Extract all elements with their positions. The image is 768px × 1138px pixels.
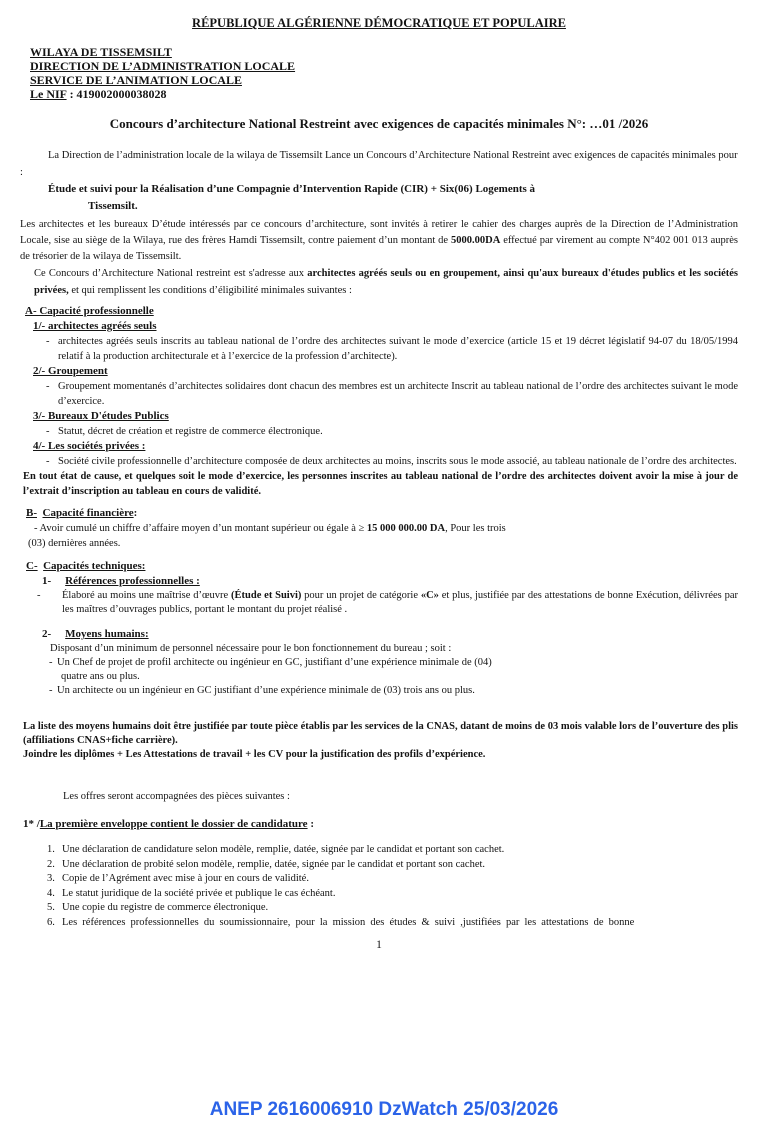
section-a2-heading: 2/- Groupement [33,365,108,377]
section-b-heading: B- Capacité financière: [26,507,138,519]
adresse-text: Ce Concours d’Architecture National restreint est s'adresse aux [34,268,308,279]
dash-marker: - [46,456,50,467]
section-a1-text: architectes agréés seuls inscrits au tableau national de l’ordre des architectes suivant le mode d’exercice (article 15 et 19 décret législatif 94-07 du 18/05/1994 relatif à la production architecturale et à l’exercice de la profession d’architecte). [58,336,738,362]
references-heading: 1- Références professionnelles : [42,575,200,587]
envelope1-list [47,843,738,930]
cnas-note [23,720,738,762]
section-c-heading: C- Capacités techniques: [26,560,146,572]
adresse-bold: architectes agréés seuls ou en groupement, ainsi qu'aux bureaux d'études publics et les sociétés privées, [34,268,738,296]
project-line2: Tissemsilt. [88,200,138,212]
retrait-paragraph [20,217,738,265]
references-text: Élaboré au moins une maîtrise d’œuvre (Étude et Suivi) pour un projet de catégorie «C» et plus, justifiée par des attestations de bonne Exécution, délivrées par les maîtres d’ouvrages publics, portant le montant du projet réalisé . [62,590,738,615]
section-a1-heading: 1/- architectes agréés seuls [33,320,157,332]
list-item: 2. Une déclaration de probité selon modèle, remplie, datée, signée par le candidat et portant son cachet. [47,858,486,870]
section-a2-text: Groupement momentanés d’architectes solidaires dont chacun des membres est un architecte Inscrit au tableau national de l’ordre des architectes suivant le mode d’exercice. [58,381,738,407]
project-title [20,181,738,215]
cnas-note-line1: La liste des moyens humains doit être justifiée par toute pièce établis par les services de la CNAS, datant de moins de 03 mois valable lors de l’ouverture des plis (affiliations CNAS+fiche carrière). [23,721,738,746]
dash-marker: - [46,381,50,392]
section-a3-heading: 3/- Bureaux D'études Publics [33,410,169,422]
agency-wilaya: WILAYA DE TISSEMSILT [30,45,172,59]
nif-label: Le NIF [30,87,67,101]
moyens-item-1 [47,656,738,684]
retrait-text: Les architectes et les bureaux D’étude intéressés par ce concours d’architecture, sont invités à retirer le cahier des charges auprès de la Direction de l’Administration Locale, sise au siège de la Wilaya, rue des frères Hamdi Tissemsilt, contre paiement d’un montant de [20,219,738,246]
document-title: Concours d’architecture National Restreint avec exigences de capacités minimales N°: …01 /2026 [109,116,649,131]
retrait-text-2: effectué par virement au compte N°402 001 013 auprès de trésorier de la wilaya de Tissemsilt. [20,235,739,262]
moyens-heading: 2- Moyens humains: [42,628,149,640]
dash-marker: - [37,590,41,601]
adresse-text-2: et qui remplissent les conditions d’éligibilité minimales suivantes : [68,284,352,296]
agency-block [30,45,738,101]
section-a4-item [44,454,738,469]
cnas-note-line2: Joindre les diplômes + Les Attestations de travail + les CV pour la justification des profils d’expérience. [23,749,486,760]
dash-marker: - [49,685,53,696]
agency-service: SERVICE DE L’ANIMATION LOCALE [30,73,242,87]
republic-header: RÉPUBLIQUE ALGÉRIENNE DÉMOCRATIQUE ET POPULAIRE [192,16,566,30]
moyens-item-1-text: Un Chef de projet de profil architecte ou ingénieur en GC, justifiant d’une expérience minimale de (04) quatre ans ou plus. [57,657,492,682]
envelope1-heading: 1* /La première enveloppe contient le dossier de candidature : [23,818,314,830]
section-a-heading: A- Capacité professionnelle [25,305,154,317]
section-a3-item [44,424,738,439]
section-a4-text: Société civile professionnelle d’architecture composée de deux architectes au moins, inscrits sous le mode associé, au tableau nationale de l’ordre des architectes. [58,456,737,467]
adresse-paragraph [20,266,738,299]
section-b-line1: - Avoir cumulé un chiffre d’affaire moyen d’un montant supérieur ou égale à ≥ 15 000 000.00 DA, Pour les trois [34,523,506,534]
list-item: 4. Le statut juridique de la société privée et publique le cas échéant. [47,887,336,899]
retrait-amount: 5000.00DA [451,235,501,246]
section-a1-item [44,334,738,364]
dash-marker: - [46,426,50,437]
moyens-intro: Disposant d’un minimum de personnel nécessaire pour le bon fonctionnement du bureau ; soit : [50,643,452,654]
anep-footer: ANEP 2616006910 DzWatch 25/03/2026 [209,1099,559,1120]
references-item [35,589,738,617]
section-a4-heading: 4/- Les sociétés privées : [33,440,146,452]
list-item: 3. Copie de l’Agrément avec mise à jour en cours de validité. [47,873,309,884]
section-a3-text: Statut, décret de création et registre de commerce électronique. [58,426,323,437]
section-b-line2: (03) dernières années. [28,538,121,549]
financial-amount: 15 000 000.00 DA [366,523,446,534]
list-item: 1. Une déclaration de candidature selon modèle, remplie, datée, signée par le candidat et portant son cachet. [47,844,505,855]
section-a2-item [44,379,738,409]
dash-marker: - [49,657,53,668]
project-line1: Étude et suivi pour la Réalisation d’une Compagnie d’Intervention Rapide (CIR) + Six(06) Logements à [48,183,536,195]
list-item: 6. Les références professionnelles du soumissionnaire, pour la mission des études & suivi ,justifiées par les attestations de bonne [47,916,635,928]
page-number: 1 [376,938,382,951]
agency-direction: DIRECTION DE L’ADMINISTRATION LOCALE [30,59,296,73]
dash-marker: - [46,336,50,347]
intro-paragraph: La Direction de l’administration locale de la wilaya de Tissemsilt Lance un Concours d’Architecture National Restreint avec exigences de capacités minimales pour : [20,150,738,178]
moyens-item-2-text: Un architecte ou un ingénieur en GC justifiant d’une expérience minimale de (03) trois ans ou plus. [57,685,475,696]
section-a-note: En tout état de cause, et quelques soit le mode d’exercice, les personnes inscrites au tableau national de l’ordre des architectes doivent avoir la mise à jour de l’extrait d’inscription au tableau en cours de validité. [23,471,738,497]
list-item: 5. Une copie du registre de commerce électronique. [47,902,269,913]
moyens-item-2 [47,684,738,698]
nif-line [30,87,738,101]
nif-value: : 419002000038028 [66,87,167,101]
offers-intro: Les offres seront accompagnées des pièces suivantes : [63,791,290,802]
